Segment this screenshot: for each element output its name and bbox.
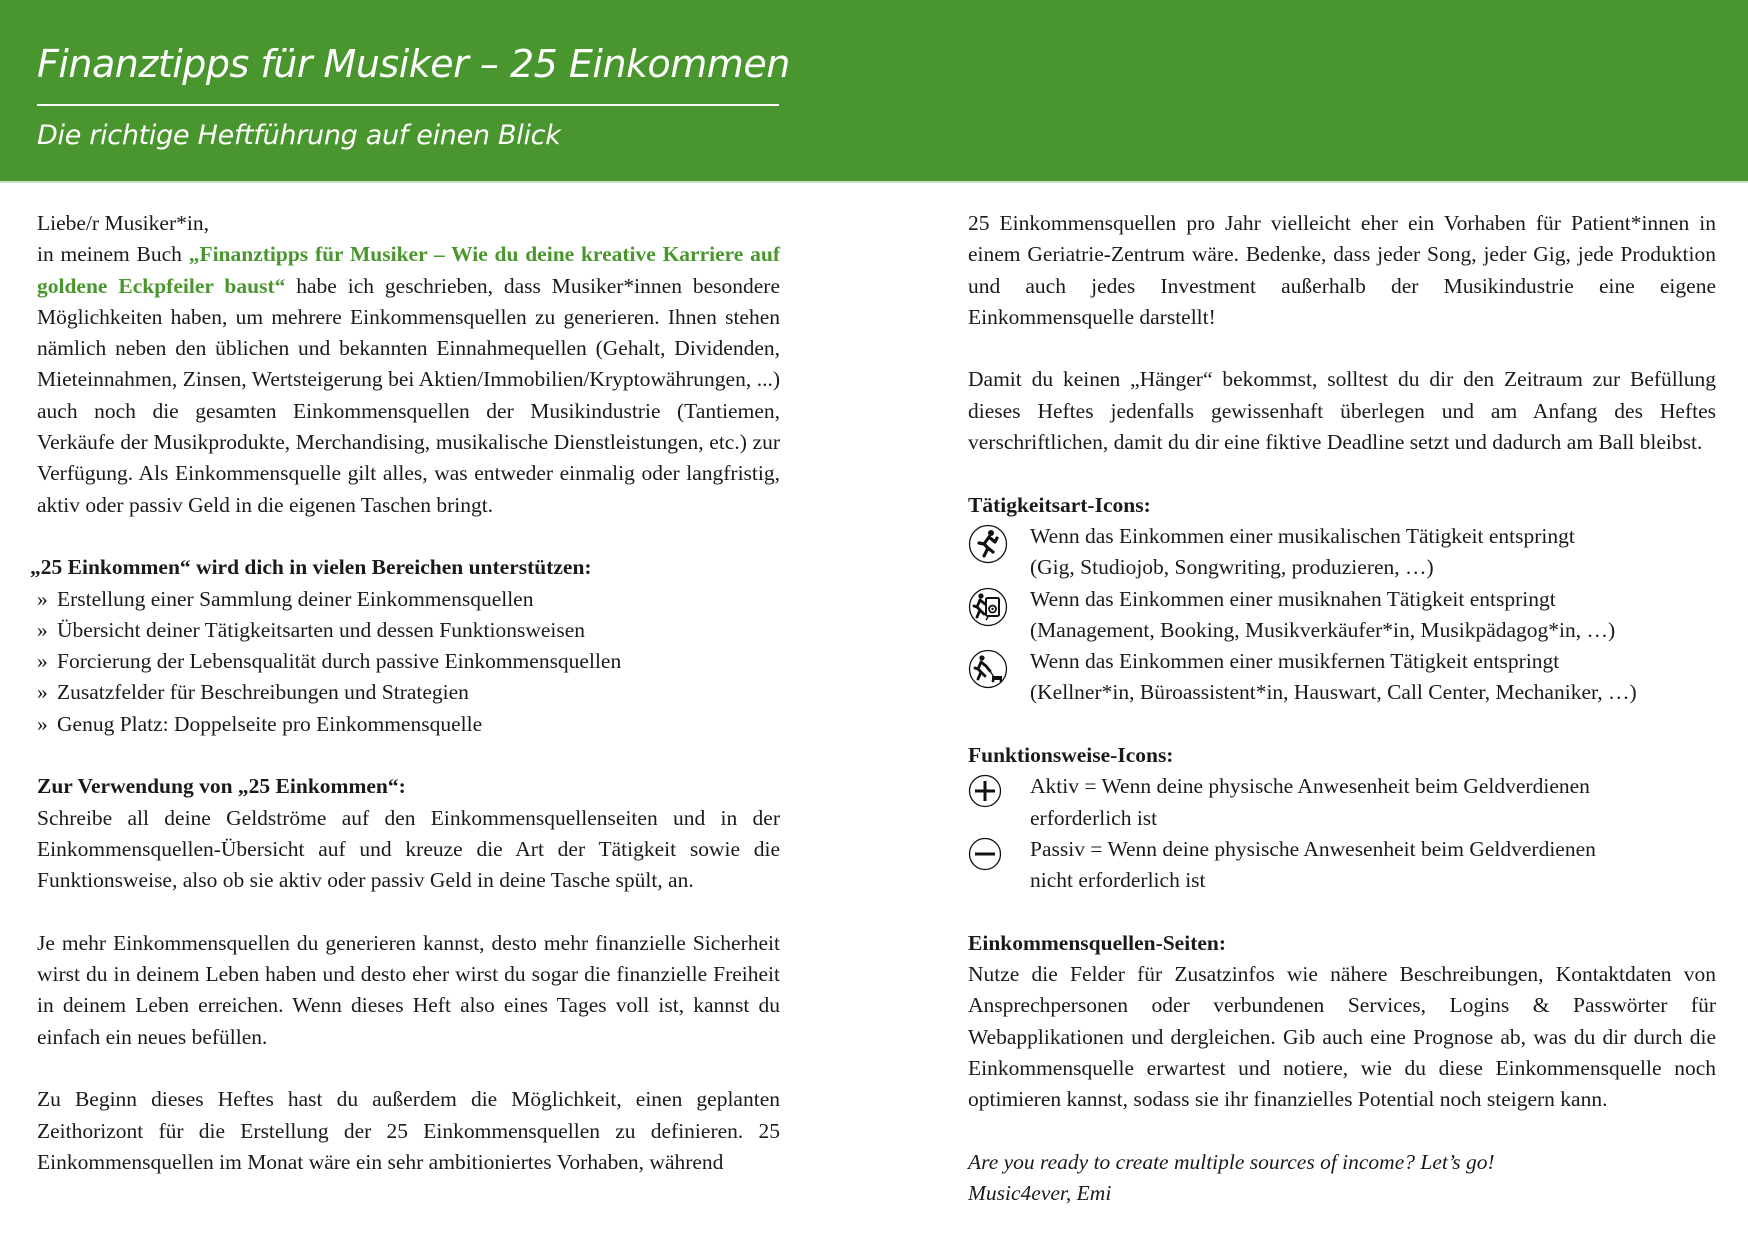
list-item	[37, 677, 780, 708]
activity-icon-examples: (Kellner*in, Büroassistent*in, Hauswart, Call Center, Mechaniker, …)	[1030, 680, 1637, 705]
activity-icon-label: Wenn das Einkommen einer musikalischen Tätigkeit entspringt	[1030, 523, 1575, 548]
function-icon-label: Aktiv = Wenn deine physische Anwesenheit beim Geldverdienen	[1030, 774, 1590, 799]
bullet-icon: »	[37, 711, 48, 736]
function-icon-row-passive	[968, 834, 1716, 897]
closing-line: Are you ready to create multiple sources of income? Let’s go!	[968, 1149, 1495, 1174]
book-title-highlight: „Finanztipps für Musiker – Wie du deine kreative Karriere auf goldene Eckpfeiler baust“	[37, 242, 780, 298]
left-column	[30, 208, 780, 1178]
function-icon-label-cont: erforderlich ist	[1030, 805, 1158, 830]
pages-heading: Einkommensquellen-Seiten:	[968, 930, 1227, 955]
function-icon-label-cont: nicht erforderlich ist	[1030, 868, 1206, 893]
running-musician-icon	[968, 524, 1008, 564]
function-icons-heading: Funktionsweise-Icons:	[968, 743, 1174, 768]
intro-text-before: in meinem Buch	[37, 242, 189, 267]
bullet-icon: »	[37, 649, 48, 674]
activity-icons-heading: Tätigkeitsart-Icons:	[968, 492, 1151, 517]
intro-paragraph	[37, 239, 780, 521]
page-title: Finanztipps für Musiker – 25 Einkommen	[37, 42, 790, 86]
support-heading: „25 Einkommen“ wird dich in vielen Bereichen unterstützen:	[30, 555, 592, 580]
list-item-text: Forcierung der Lebensqualität durch passive Einkommensquellen	[57, 649, 622, 674]
page-subtitle: Die richtige Heftführung auf einen Blick	[37, 120, 561, 151]
function-icon-row-active	[968, 771, 1716, 834]
activity-icon-examples: (Management, Booking, Musikverkäufer*in, Musikpädagog*in, …)	[1030, 617, 1616, 642]
header-divider	[37, 104, 779, 106]
bullet-icon: »	[37, 586, 48, 611]
signature: Music4ever, Emi	[968, 1181, 1112, 1206]
list-item	[37, 646, 780, 677]
usage-paragraph: Schreibe all deine Geldströme auf den Einkommensquellenseiten und in der Einkommensquellen-Übersicht auf und kreuze die Art der Tätigkeit sowie die Funktionsweise, also ob sie aktiv oder passiv Geld in deine Tasche spült, an.	[37, 805, 780, 893]
activity-icon-label: Wenn das Einkommen einer musikfernen Tätigkeit entspringt	[1030, 649, 1560, 674]
list-item-text: Zusatzfelder für Beschreibungen und Strategien	[57, 680, 469, 705]
plus-circle-icon	[968, 774, 1002, 808]
activity-icon-label: Wenn das Einkommen einer musiknahen Tätigkeit entspringt	[1030, 586, 1556, 611]
activity-icon-row-music-near	[968, 584, 1716, 647]
security-paragraph: Je mehr Einkommensquellen du generieren kannst, desto mehr finanzielle Sicherheit wirst du in deinem Leben haben und desto eher wirst du sogar die finanzielle Freiheit in deinem Leben erreichen. Wenn dieses Heft also eines Tages voll ist, kannst du einfach ein neues befüllen.	[37, 930, 780, 1049]
function-icon-label: Passiv = Wenn deine physische Anwesenheit beim Geldverdienen	[1030, 836, 1596, 861]
list-item	[37, 615, 780, 646]
running-with-speaker-icon	[968, 587, 1008, 627]
list-item	[37, 709, 780, 740]
usage-heading: Zur Verwendung von „25 Einkommen“:	[37, 774, 406, 799]
pages-paragraph: Nutze die Felder für Zusatzinfos wie nähere Beschreibungen, Kontaktdaten von Ansprechpersonen oder verbundenen Services, Logins & Passwörter für Webapplikationen und dergleichen. Gib auch eine Prognose ab, was du dir durch die Einkommensquelle erwartest und notiere, wie du diese Einkommensquelle noch optimieren kannst, sodass sie ihr finanzielles Potential noch steigern kann.	[968, 962, 1716, 1112]
minus-circle-icon	[968, 837, 1002, 871]
deadline-paragraph: Damit du keinen „Hänger“ bekommst, solltest du dir den Zeitraum zur Befüllung dieses Heftes jedenfalls gewissenhaft überlegen und am Anfang des Heftes verschriftlichen, damit du dir eine fiktive Deadline setzt und dadurch am Ball bleibst.	[968, 367, 1716, 455]
intro-text-after: habe ich geschrieben, dass Musiker*innen besondere Möglichkeiten haben, um mehrere Einkommensquellen zu generieren. Ihnen stehen nämlich neben den üblichen und bekannten Einnahmequellen (Gehalt, Dividenden, Mieteinnahmen, Zinsen, Wertsteigerung bei Aktien/Immobilien/Kryptowährungen, ...) auch noch die gesamten Einkommensquellen der Musikindustrie (Tantiemen, Verkäufe der Musikprodukte, Merchandising, musikalische Dienstleistungen, etc.) zur Verfügung. Als Einkommensquelle gilt alles, was entweder einmalig oder langfristig, aktiv oder passiv Geld in die eigenen Taschen bringt.	[37, 273, 780, 517]
bullet-icon: »	[37, 617, 48, 642]
activity-icon-row-musical	[968, 521, 1716, 584]
running-with-lawnmower-icon	[968, 649, 1008, 689]
right-column	[968, 208, 1716, 1210]
activity-icon-examples: (Gig, Studiojob, Songwriting, produzieren, …)	[1030, 555, 1434, 580]
activity-icon-row-music-far	[968, 646, 1716, 709]
list-item-text: Erstellung einer Sammlung deiner Einkommensquellen	[57, 586, 534, 611]
list-item	[37, 584, 780, 615]
list-item-text: Übersicht deiner Tätigkeitsarten und dessen Funktionsweisen	[57, 617, 586, 642]
list-item-text: Genug Platz: Doppelseite pro Einkommensquelle	[57, 711, 483, 736]
greeting: Liebe/r Musiker*in,	[37, 211, 209, 235]
page-header	[0, 0, 1748, 183]
bullet-icon: »	[37, 680, 48, 705]
feature-list	[37, 584, 780, 740]
timeframe-continued-paragraph: 25 Einkommensquellen pro Jahr vielleicht eher ein Vorhaben für Patient*innen in einem Geriatrie-Zentrum wäre. Bedenke, dass jeder Song, jeder Gig, jede Produktion und auch jedes Investment außerhalb der Musikindustrie eine eigene Einkommensquelle darstellt!	[968, 211, 1716, 329]
timeframe-paragraph: Zu Beginn dieses Heftes hast du außerdem die Möglichkeit, einen geplanten Zeithorizont für die Erstellung der 25 Einkommensquellen zu definieren. 25 Einkommensquellen im Monat wäre ein sehr ambitioniertes Vorhaben, während	[37, 1087, 780, 1174]
